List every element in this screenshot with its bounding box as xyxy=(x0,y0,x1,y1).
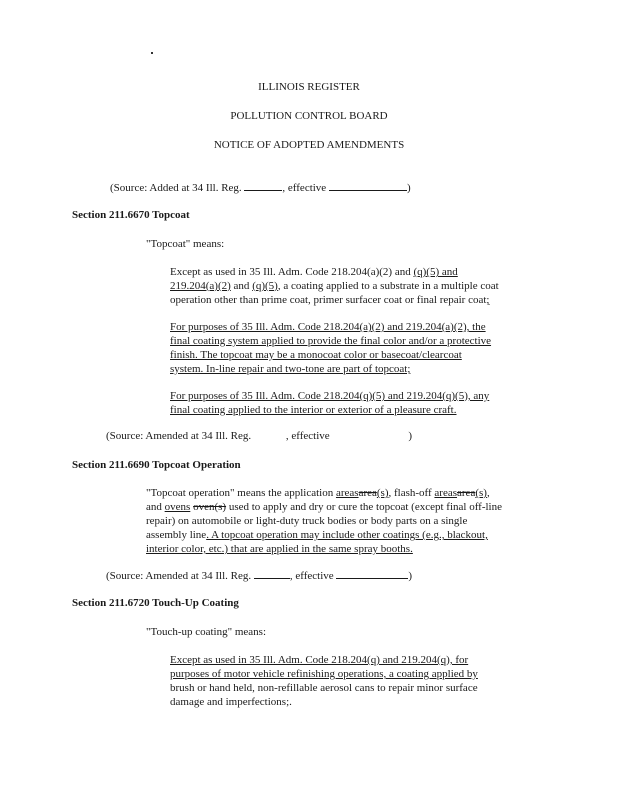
touchup-intro: "Touch-up coating" means: xyxy=(146,626,267,638)
section-6690-heading: Section 211.6690 Topcoat Operation xyxy=(72,459,241,471)
touchup-def-line3: brush or hand held, non-refillable aerosol cans to repair minor surface xyxy=(170,682,478,694)
scan-speck xyxy=(151,52,153,54)
topcoat-def1-line2: 219.204(a)(2) and (q)(5), a coating applied to a substrate in a multiple coat xyxy=(170,280,499,292)
register-title: ILLINOIS REGISTER xyxy=(258,81,360,93)
topcoat-def3-line1: For purposes of 35 Ill. Adm. Code 218.204(q)(5) and 219.204(q)(5), any xyxy=(170,390,490,402)
topcoat-def2-line1: For purposes of 35 Ill. Adm. Code 218.204(a)(2) and 219.204(a)(2), the xyxy=(170,321,486,333)
section-6670-heading: Section 211.6670 Topcoat xyxy=(72,209,190,221)
topcoat-def3-line2: final coating applied to the interior or exterior of a pleasure craft. xyxy=(170,404,457,416)
board-title: POLLUTION CONTROL BOARD xyxy=(230,110,388,122)
topcoat-def2-line4: system. In-line repair and two-tone are part of topcoat; xyxy=(170,363,411,375)
notice-title: NOTICE OF ADOPTED AMENDMENTS xyxy=(213,139,405,151)
touchup-def-line4: damage and imperfections;. xyxy=(170,696,292,708)
source-added: (Source: Added at 34 Ill. Reg. , effective ) xyxy=(110,182,411,194)
topcoat-def1-line3: operation other than prime coat, primer surfacer coat or final repair coat; xyxy=(170,294,490,306)
topcoat-operation-line3: repair) on automobile or light-duty truck bodies or body parts on a single xyxy=(146,515,468,527)
touchup-def-line1: Except as used in 35 Ill. Adm. Code 218.204(q) and 219.204(q), for xyxy=(170,654,469,666)
topcoat-operation-line2: and ovens oven(s) used to apply and dry or cure the topcoat (except final off-line xyxy=(146,501,502,513)
topcoat-def2-line2: final coating system applied to provide the final color and/or a protective xyxy=(170,335,492,347)
topcoat-def1-line1: Except as used in 35 Ill. Adm. Code 218.204(a)(2) and (q)(5) and xyxy=(170,266,458,278)
topcoat-operation-line4: assembly line. A topcoat operation may include other coatings (e.g., blackout, xyxy=(146,529,488,541)
topcoat-def2-line3: finish. The topcoat may be a monocoat color or basecoat/clearcoat xyxy=(170,349,462,361)
source-6690: (Source: Amended at 34 Ill. Reg. , effective ) xyxy=(106,570,413,582)
topcoat-operation-line1: "Topcoat operation" means the application areasarea(s), flash-off areasarea(s), xyxy=(146,487,490,499)
touchup-def-line2: purposes of motor vehicle refinishing operations, a coating applied by xyxy=(170,668,478,680)
source-6670: (Source: Amended at 34 Ill. Reg. , effective ) xyxy=(106,430,413,442)
topcoat-operation-line5: interior color, etc.) that are applied in the same spray booths. xyxy=(146,543,413,555)
section-6720-heading: Section 211.6720 Touch-Up Coating xyxy=(72,597,239,609)
topcoat-intro: "Topcoat" means: xyxy=(146,238,225,250)
